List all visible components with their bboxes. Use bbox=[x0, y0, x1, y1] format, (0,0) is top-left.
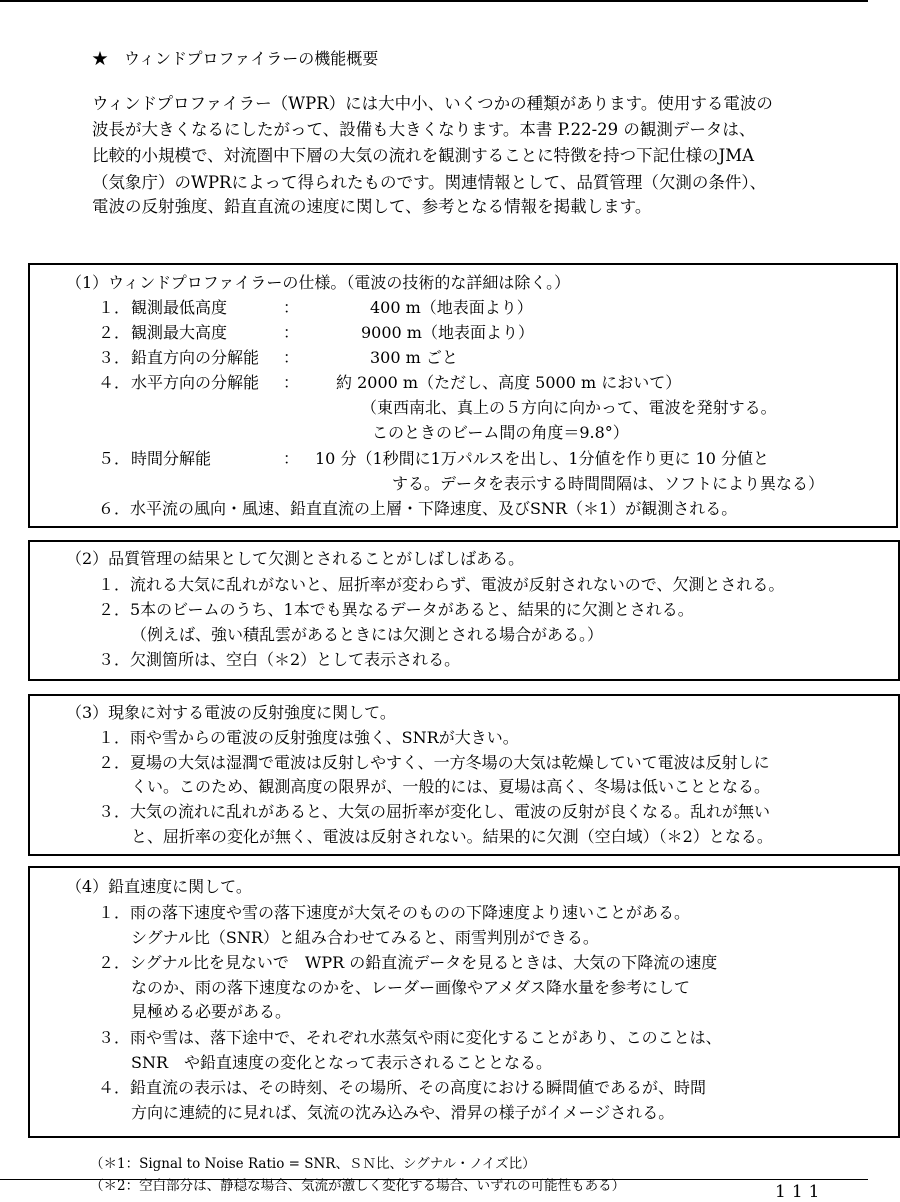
vertical-speed-line: ３．雨や雪は、落下途中で、それぞれ水蒸気や雨に変化することがあり、このことは、 bbox=[98, 1028, 722, 1047]
spec-item-label: 鉛直方向の分解能 bbox=[131, 348, 260, 367]
spec-item-num: ２． bbox=[98, 323, 131, 342]
vertical-speed-line: ４．鉛直流の表示は、その時刻、その場所、その高度における瞬間値であるが、時間 bbox=[98, 1078, 707, 1097]
quality-heading: （2）品質管理の結果として欠測とされることがしばしばある。 bbox=[66, 549, 525, 568]
spec-item-value: 10 分（1秒間に1万パルスを出し、1分値を作り更に 10 分値と bbox=[315, 449, 770, 468]
spec-heading: （1）ウィンドプロファイラーの仕様。（電波の技術的な詳細は除く。） bbox=[66, 273, 571, 292]
spec-item-6: ６．水平流の風向・風速、鉛直直流の上層・下降速度、及びSNR（＊1）が観測される。 bbox=[98, 499, 738, 518]
intro-line: （気象庁）のWPRによって得られたものです。関連情報として、品質管理（欠測の条件）、 bbox=[92, 173, 767, 192]
intro-line: 比較的小規模で、対流圏中下層の大気の流れを観測することに特徴を持つ下記仕様のJMA bbox=[92, 146, 755, 165]
intro-line: ウィンドプロファイラー（WPR）には大中小、いくつかの種類があります。使用する電波の bbox=[92, 94, 773, 113]
spec-item-value: 約 2000 m（ただし、高度 5000 m において） bbox=[336, 373, 682, 392]
spec-item-note: する。データを表示する時間間隔は、ソフトにより異なる） bbox=[392, 474, 825, 493]
spec-item-colon: ： bbox=[283, 298, 300, 317]
page-number: 111 bbox=[775, 1182, 826, 1202]
intro-line: 電波の反射強度、鉛直直流の速度に関して、参考となる情報を掲載します。 bbox=[92, 197, 652, 216]
spec-item-num: ５． bbox=[98, 449, 131, 468]
spec-item-label: 時間分解能 bbox=[131, 449, 212, 468]
vertical-speed-heading: （4）鉛直速度に関して。 bbox=[66, 877, 252, 896]
spec-item-colon: ： bbox=[283, 348, 300, 367]
quality-line: １．流れる大気に乱れがないと、屈折率が変わらず、電波が反射されないので、欠測とされる。 bbox=[98, 575, 785, 594]
spec-item-colon: ： bbox=[283, 449, 300, 468]
reflection-line: と、屈折率の変化が無く、電波は反射されない。結果的に欠測（空白域）（＊2）となる。 bbox=[131, 827, 773, 846]
footnote: （＊1：Signal to Noise Ratio = SNR、ＳＮ比、シグナル・ノイズ比） bbox=[90, 1156, 536, 1172]
reflection-heading: （3）現象に対する電波の反射強度に関して。 bbox=[66, 703, 396, 722]
spec-item-num: ４． bbox=[98, 373, 131, 392]
quality-line: ２．5本のビームのうち、1本でも異なるデータがあると、結果的に欠測とされる。 bbox=[98, 600, 694, 619]
reflection-line: くい。このため、観測高度の限界が、一般的には、夏場は高く、冬場は低いこととなる。 bbox=[131, 777, 771, 796]
vertical-speed-line: SNR や鉛直速度の変化となって表示されることとなる。 bbox=[131, 1053, 553, 1072]
vertical-speed-line: ２．シグナル比を見ないで WPR の鉛直流データを見るときは、大気の下降流の速度 bbox=[98, 953, 718, 972]
spec-item-note: （東西南北、真上の５方向に向かって、電波を発射する。 bbox=[361, 398, 777, 417]
spec-item-value: 9000 m（地表面より） bbox=[361, 323, 534, 342]
spec-item-label: 観測最大高度 bbox=[131, 323, 228, 342]
spec-item-colon: ： bbox=[283, 373, 300, 392]
vertical-speed-line: １．雨の落下速度や雪の落下速度が大気そのものの下降速度より速いことがある。 bbox=[98, 903, 691, 922]
spec-item-num: １． bbox=[98, 298, 131, 317]
spec-item-note: このときのビーム間の角度＝9.8°） bbox=[372, 423, 629, 442]
reflection-line: １．雨や雪からの電波の反射強度は強く、SNRが大きい。 bbox=[98, 728, 519, 747]
reflection-line: ３．大気の流れに乱れがあると、大気の屈折率が変化し、電波の反射が良くなる。乱れが無い bbox=[98, 802, 771, 821]
spec-item-value: 300 m ごと bbox=[370, 348, 458, 367]
spec-item-label: 観測最低高度 bbox=[131, 298, 228, 317]
spec-item-colon: ： bbox=[283, 323, 300, 342]
reflection-line: ２．夏場の大気は湿潤で電波は反射しやすく、一方冬場の大気は乾燥していて電波は反射しに bbox=[98, 753, 770, 772]
top-rule bbox=[0, 0, 868, 2]
quality-line: ３．欠測箇所は、空白（＊2）として表示される。 bbox=[98, 650, 461, 669]
intro-line: 波長が大きくなるにしたがって、設備も大きくなります。本書 P.22-29 の観測データは、 bbox=[92, 120, 756, 139]
quality-line: （例えば、強い積乱雲があるときには欠測とされる場合がある。） bbox=[131, 625, 604, 644]
vertical-speed-line: 方向に連続的に見れば、気流の沈み込みや、滑昇の様子がイメージされる。 bbox=[131, 1103, 675, 1122]
spec-item-num: ３． bbox=[98, 348, 131, 367]
vertical-speed-line: 見極める必要がある。 bbox=[131, 1002, 292, 1021]
footnote: （＊2：空白部分は、静穏な場合、気流が激しく変化する場合、いずれの可能性もある） bbox=[90, 1178, 626, 1194]
vertical-speed-line: なのか、雨の落下速度なのかを、レーダー画像やアメダス降水量を参考にして bbox=[131, 978, 691, 997]
spec-item-value: 400 m（地表面より） bbox=[370, 298, 533, 317]
spec-item-label: 水平方向の分解能 bbox=[131, 373, 260, 392]
page-title: ★ ウィンドプロファイラーの機能概要 bbox=[92, 49, 379, 68]
vertical-speed-line: シグナル比（SNR）と組み合わせてみると、雨雪判別ができる。 bbox=[131, 928, 599, 947]
